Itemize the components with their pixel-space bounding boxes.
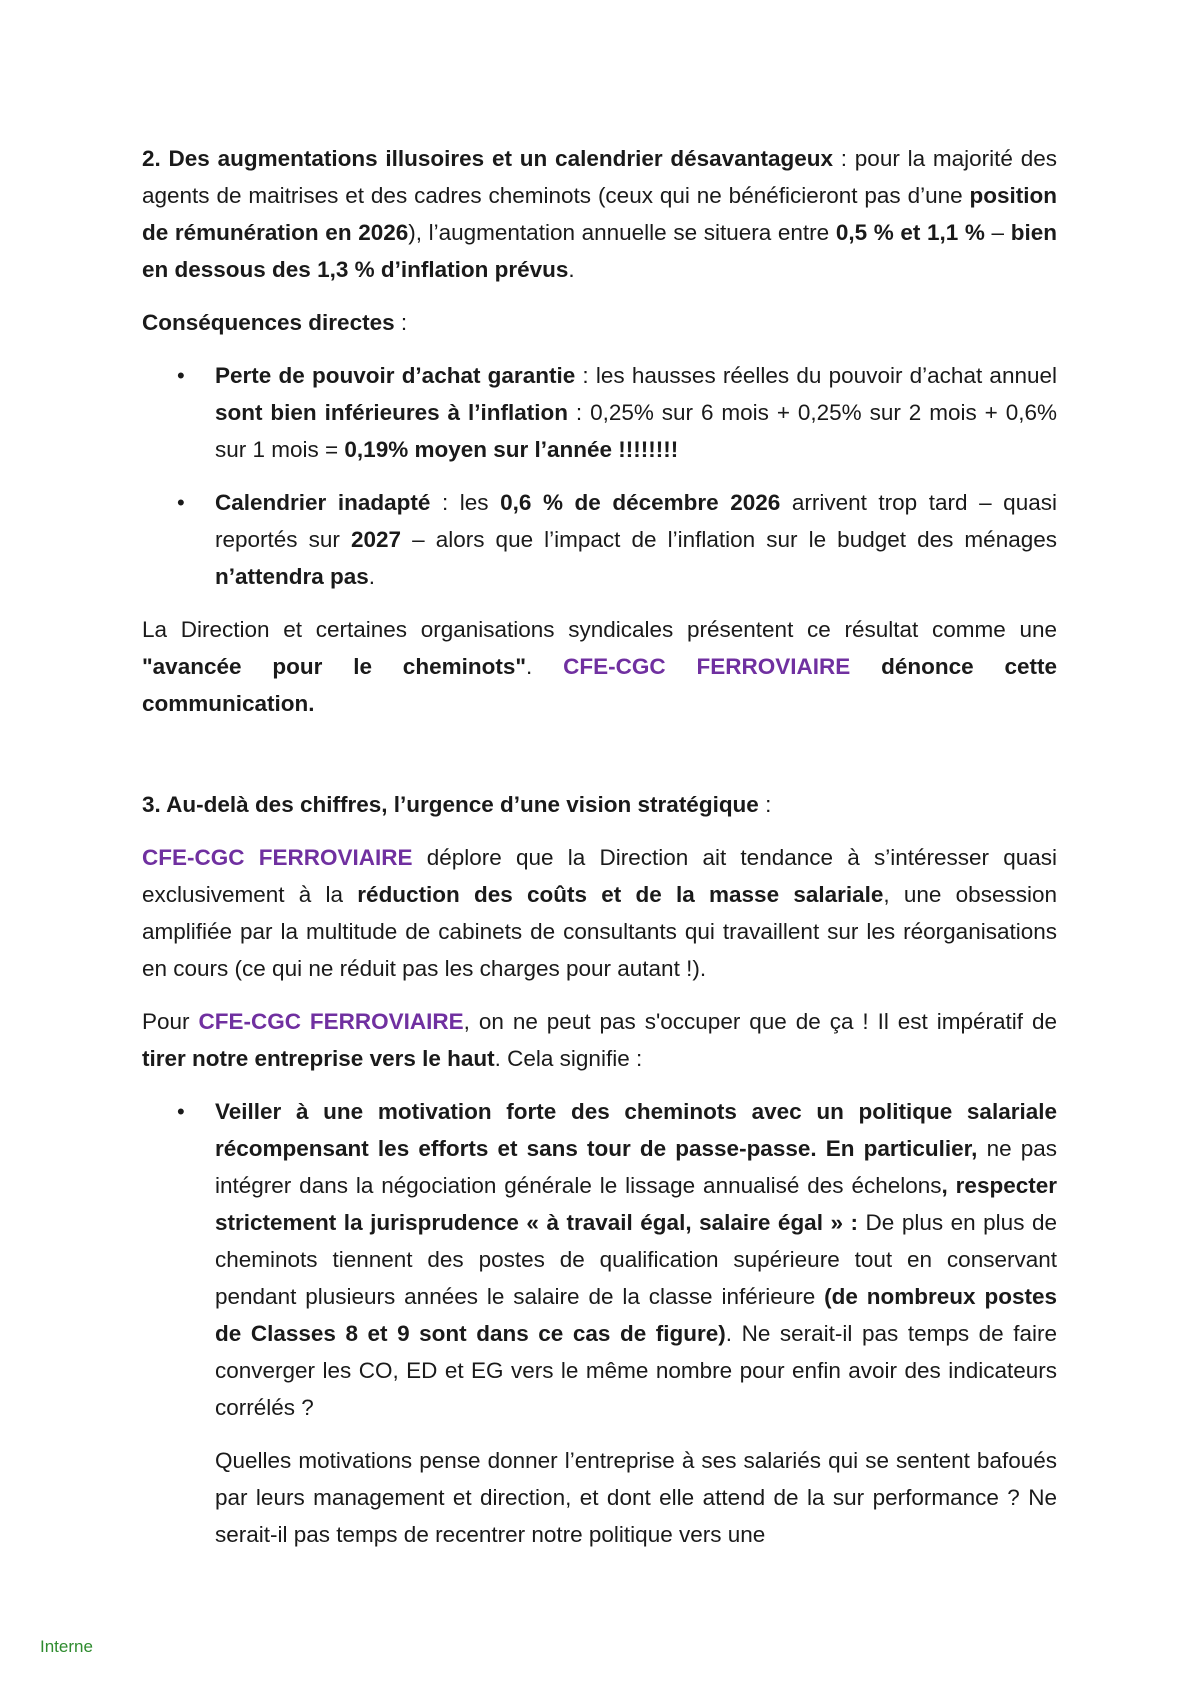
direction-paragraph: La Direction et certaines organisations syndicales présentent ce résultat comme une "avancée pour le cheminots". CFE-CGC FERROVIAIRE dénonce cette communication. <box>142 617 1057 716</box>
list-item: • Perte de pouvoir d’achat garantie : les hausses réelles du pouvoir d’achat annuel sont bien inférieures à l’inflation : 0,25% sur 6 mois + 0,25% sur 2 mois + 0,6% sur 1 mois = 0,19% moyen sur l’année !!!!!!!! <box>142 357 1057 468</box>
brand-name: CFE-CGC FERROVIAIRE <box>563 654 851 679</box>
list-item: • Veiller à une motivation forte des cheminots avec un politique salariale récompensant les efforts et sans tour de passe-passe. En particulier, ne pas intégrer dans la négociation générale le lissage annualisé des échelons, respecter strictement la jurisprudence « à travail égal, salaire égal » : De plus en plus de cheminots tiennent des postes de qualification supérieure tout en conservant pendant plusieurs années le salaire de la classe inférieure (de nombreux postes de Classes 8 et 9 sont dans ce cas de figure). Ne serait-il pas temps de faire converger les CO, ED et EG vers le même nombre pour enfin avoir des indicateurs corrélés ? <box>142 1093 1057 1426</box>
section2-paragraph: 2. Des augmentations illusoires et un calendrier désavantageux : pour la majorité des agents de maitrises et des cadres cheminots (ceux qui ne bénéficieront pas d’une position de rémunération en 2026), l’augmentation annuelle se situera entre 0,5 % et 1,1 % – bien en dessous des 1,3 % d’inflation prévus. <box>142 146 1057 282</box>
brand-name: CFE-CGC FERROVIAIRE <box>142 845 413 870</box>
consequences-heading: Conséquences directes : <box>142 310 408 335</box>
classification-label: Interne <box>40 1637 93 1656</box>
section2-title: 2. Des augmentations illusoires et un calendrier désavantageux <box>142 146 833 171</box>
section3-title: 3. Au-delà des chiffres, l’urgence d’une vision stratégique <box>142 792 759 817</box>
section3-list <box>142 1093 1057 1426</box>
document-body <box>142 140 1057 1569</box>
section3-paragraph-1: CFE-CGC FERROVIAIRE déplore que la Direction ait tendance à s’intéresser quasi exclusivement à la réduction des coûts et de la masse salariale, une obsession amplifiée par la multitude de cabinets de consultants qui travaillent sur les réorganisations en cours (ce qui ne réduit pas les charges pour autant !). <box>142 845 1057 981</box>
section3-heading: 3. Au-delà des chiffres, l’urgence d’une vision stratégique : <box>142 792 772 817</box>
list-item: • Calendrier inadapté : les 0,6 % de décembre 2026 arrivent trop tard – quasi reportés sur 2027 – alors que l’impact de l’inflation sur le budget des ménages n’attendra pas. <box>142 484 1057 595</box>
section3-paragraph-3: Quelles motivations pense donner l’entreprise à ses salariés qui se sentent bafoués par leurs management et direction, et dont elle attend de la sur performance ? Ne serait-il pas temps de recentrer notre politique vers une <box>215 1448 1057 1547</box>
consequences-list <box>142 357 1057 595</box>
section3-paragraph-2: Pour CFE-CGC FERROVIAIRE, on ne peut pas s'occuper que de ça ! Il est impératif de tirer notre entreprise vers le haut. Cela signifie : <box>142 1009 1057 1071</box>
brand-name: CFE-CGC FERROVIAIRE <box>198 1009 464 1034</box>
